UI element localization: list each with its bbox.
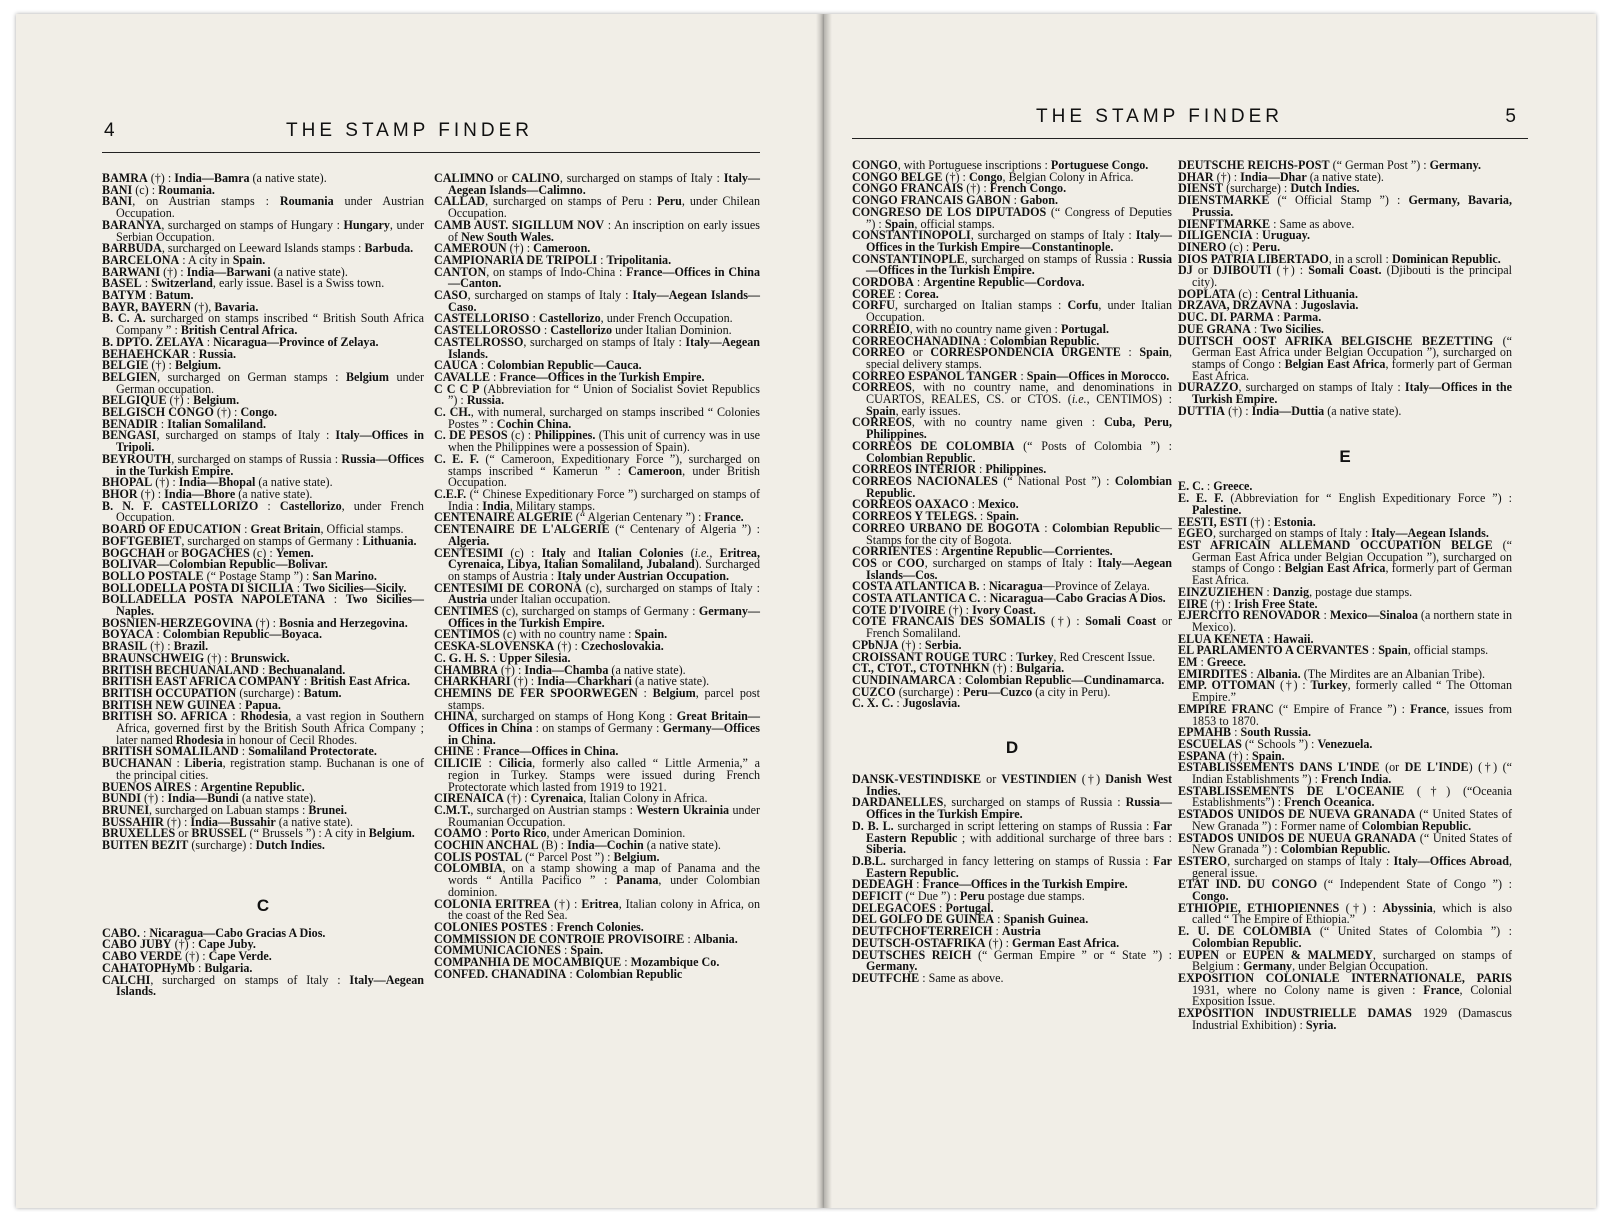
index-entry: BARCELONA : A city in Spain.	[102, 252, 266, 267]
index-entry: DUITSCH OOST AFRIKA BELGISCHE BEZETTING (“ German East Africa under Belgian Occupation ”), surcharged on stamps of Congo : Belgian East Africa, formerly part of German East Africa.	[1178, 333, 1512, 383]
index-entry: CILICIE : Cilicia, formerly also called “ Little Armenia,” a region in Turkey. Stamps were issued during French Protectorate which lasted from 1919 to 1921.	[434, 756, 760, 794]
index-entry: DEUTSCH-OSTAFRIKA (†) : German East Africa.	[852, 935, 1120, 950]
index-entry: COMMUNICACIONES : Spain.	[434, 943, 604, 958]
index-entry: C C C P (Abbreviation for “ Union of Socialist Soviet Republics ”) : Russia.	[434, 381, 760, 408]
index-entry: CASTELROSSO, surcharged on stamps of Italy : Italy—Aegean Islands.	[434, 334, 760, 361]
index-entry: B. DPTO. ZELAYA : Nicaragua—Province of Zelaya.	[102, 334, 379, 349]
index-entry: E. U. DE COLOMBIA (“ United States of Colombia ”) : Colombian Republic.	[1178, 924, 1512, 950]
index-entry: BANI, on Austrian stamps : Roumania under Austrian Occupation.	[102, 194, 424, 221]
index-entry: EXPOSITION COLONIALE INTERNATIONALE, PARIS 1931, where no Colony name is given : France, Colonial Exposition Issue.	[1178, 971, 1512, 1009]
index-entry: C.M.T., surcharged on Austrian stamps : Western Ukrainia under Roumanian Occupation.	[434, 802, 760, 829]
index-entry: EMPIRE FRANC (“ Empire of France ”) : France, issues from 1853 to 1870.	[1178, 701, 1512, 728]
index-entry: CENTIMOS (c) with no country name : Spain.	[434, 627, 668, 642]
index-entry: CONSTANTINOPLE, surcharged on stamps of Russia : Russia—Offices in the Turkish Empire.	[852, 251, 1172, 278]
index-entry: CAVALLE : France—Offices in the Turkish Empire.	[434, 369, 705, 384]
index-entry: COLONIES POSTES : French Colonies.	[434, 920, 644, 934]
index-entry: CONGO, with Portuguese inscriptions : Portuguese Congo.	[852, 158, 1149, 172]
index-entry: EMP. OTTOMAN (†) : Turkey, formerly called “ The Ottoman Empire.”	[1178, 678, 1512, 705]
index-entry: BUNDI (†) : India—Bundi (a native state).	[102, 791, 317, 806]
index-entry: CABO. : Nicaragua—Cabo Gracias A Dios.	[102, 925, 326, 940]
right-header-rule	[852, 138, 1528, 139]
index-entry: DUC. DI. PARMA : Parma.	[1178, 310, 1322, 325]
entry-list	[852, 774, 1172, 985]
index-entry: BATYM : Batum.	[102, 288, 194, 303]
index-entry: ESCUELAS (“ Schools ”) : Venezuela.	[1178, 736, 1373, 751]
index-entry: EGEO, surcharged on stamps of Italy : Italy—Aegean Islands.	[1178, 526, 1489, 541]
index-entry: BOSNIEN-HERZEGOVINA (†) : Bosnia and Herzegovina.	[102, 615, 408, 630]
index-entry: DEUTFCHOFTERREICH : Austria	[852, 924, 1041, 939]
index-entry: CAUCA : Colombian Republic—Cauca.	[434, 358, 642, 373]
index-entry: CAMEROUN (†) : Cameroon.	[434, 241, 591, 256]
entry-list	[1178, 160, 1512, 417]
index-entry: CALCHI, surcharged on stamps of Italy : Italy—Aegean Islands.	[102, 972, 424, 999]
index-entry: CORREOS INTERIOR : Philippines.	[852, 462, 1047, 477]
index-entry: CHINA, surcharged on stamps of Hong Kong : Great Britain—Offices in China : on stamps of Germany : Germany—Offices in China.	[434, 709, 760, 747]
index-entry: BARANYA, surcharged on stamps of Hungary : Hungary, under Serbian Occupation.	[102, 217, 424, 244]
index-entry: C. DE PESOS (c) : Philippines. (This unit of currency was in use when the Philippines were a possession of Spain).	[434, 428, 761, 455]
index-entry: BRUXELLES or BRUSSEL (“ Brussels ”) : A city in Belgium.	[102, 826, 415, 841]
index-entry: ELUA KENETA : Hawaii.	[1178, 631, 1314, 646]
index-entry: CESKA-SLOVENSKA (†) : Czechoslovakia.	[434, 639, 664, 654]
index-entry: CPbNJA (†) : Serbia.	[852, 637, 962, 652]
entry-list	[852, 160, 1172, 710]
index-entry: CORRIENTES : Argentine Republic—Corrientes.	[852, 544, 1113, 559]
index-entry: BEHAEHCKAR : Russia.	[102, 346, 237, 361]
index-entry: ETAT IND. DU CONGO (“ Independent State of Congo ”) : Congo.	[1178, 877, 1512, 904]
index-entry: COTE FRANCAIS DES SOMALIS (†) : Somali Coast or French Somaliland.	[852, 614, 1173, 641]
index-entry: DIENFTMARKE : Same as above.	[1178, 216, 1355, 231]
index-entry: DEDEAGH : France—Offices in the Turkish Empire.	[852, 877, 1128, 892]
left-page-header	[16, 120, 824, 150]
index-entry: COLIS POSTAL (“ Parcel Post ”) : Belgium.	[434, 849, 660, 864]
index-entry: COLOMBIA, on a stamp showing a map of Panama and the words “ Antilla Pacifico ” : Panama, under Colombian dominion.	[434, 861, 761, 899]
index-entry: COLONIA ERITREA (†) : Eritrea, Italian colony in Africa, on the coast of the Red Sea.	[434, 896, 760, 923]
index-entry: CENTIMES (c), surcharged on stamps of Germany : Germany—Offices in the Turkish Empire.	[434, 604, 760, 630]
index-entry: C. CH., with numeral, surcharged on stamps inscribed “ Colonies Postes ” : Cochin China.	[434, 405, 760, 431]
index-entry: BRITISH EAST AFRICA COMPANY : British East Africa.	[102, 674, 410, 689]
index-entry: BUITEN BEZIT (surcharge) : Dutch Indies.	[102, 838, 325, 853]
section-letter-c: C	[256, 895, 270, 915]
index-entry: CORREO ESPANOL TANGER : Spain—Offices in Morocco.	[852, 368, 1170, 383]
index-entry: DEL GOLFO DE GUINEA : Spanish Guinea.	[852, 912, 1089, 927]
index-entry: BUCHANAN : Liberia, registration stamp. Buchanan is one of the principal cities.	[102, 756, 424, 782]
index-entry: ETHIOPIE, ETHIOPIENNES (†) : Abyssinia, which is also called “ The Empire of Ethiopia.”	[1178, 900, 1512, 927]
index-entry: CENTENAIRE DE L'ALGERIE (“ Centenary of Algeria ”) : Algeria.	[434, 522, 760, 548]
index-entry: CANTON, on stamps of Indo-China : France—Offices in China—Canton.	[434, 264, 760, 291]
index-entry: BEYROUTH, surcharged on stamps of Russia : Russia—Offices in the Turkish Empire.	[102, 451, 424, 478]
index-entry: BRITISH SOMALILAND : Somaliland Protectorate.	[102, 744, 377, 759]
index-entry: BRITISH SO. AFRICA : Rhodesia, a vast region in Southern Africa, governed first by the British South Africa Company ; later named Rhodesia in honour of Cecil Rhodes.	[102, 709, 424, 747]
index-entry: CORREOS, with no country name, and denominations in CUARTOS, REALES, CS. or CTOS. (i.e., CENTIMOS) : Spain, early issues.	[852, 380, 1172, 418]
index-entry: DELEGACOES : Portugal.	[852, 900, 994, 915]
index-entry: B. N. F. CASTELLORIZO : Castellorizo, under French Occupation.	[102, 498, 424, 525]
entry-list	[102, 925, 424, 999]
index-entry: COMMISSION DE CONTROIE PROVISOIRE : Albania.	[434, 931, 738, 946]
index-entry: BRITISH NEW GUINEA : Papua.	[102, 697, 281, 712]
left-page-number: 4	[104, 120, 115, 141]
index-entry: CORREOS, with no country name given : Cuba, Peru, Philippines.	[852, 415, 1172, 442]
index-entry: CENTESIMI DE CORONA (c), surcharged on stamps of Italy : Austria under Italian occupation.	[434, 580, 760, 607]
index-entry: COTE D'IVOIRE (†) : Ivory Coast.	[852, 602, 1036, 617]
index-entry: COCHIN ANCHAL (B) : India—Cochin (a native state).	[434, 838, 721, 853]
index-entry: CALIMNO or CALINO, surcharged on stamps of Italy : Italy—Aegean Islands—Calimno.	[434, 171, 760, 197]
right-page-header	[824, 106, 1596, 136]
right-page-title: THE STAMP FINDER	[1036, 106, 1283, 127]
index-entry: BOFTGEBIET, surcharged on stamps of Germany : Lithuania.	[102, 533, 417, 548]
index-entry: BOLIVAR—Colombian Republic—Bolivar.	[102, 557, 328, 572]
right-page-number: 5	[1505, 106, 1516, 127]
index-entry: COSTA ATLANTICA C. : Nicaragua—Cabo Gracias A Dios.	[852, 591, 1166, 606]
index-entry: DIOS PATRIA LIBERTADO, in a scroll : Dominican Republic.	[1178, 251, 1501, 266]
index-entry: DRZAVA, DRZAVNA : Jugoslavia.	[1178, 298, 1359, 313]
index-entry: BAYR, BAYERN (†), Bavaria.	[102, 299, 259, 314]
index-entry: CONSTANTINOPOLI, surcharged on stamps of Italy : Italy—Offices in the Turkish Empire—Constantinople.	[852, 228, 1172, 254]
index-entry: DEUTFCHE : Same as above.	[852, 971, 1004, 985]
index-entry: CORREOS NACIONALES (“ National Post ”) : Colombian Republic.	[852, 473, 1172, 500]
index-entry: BANI (c) : Roumania.	[102, 182, 215, 197]
index-entry: DEUTSCHES REICH (“ German Empire ” or “ State ”) : Germany.	[852, 947, 1172, 974]
index-entry: C. E. F. (“ Cameroon, Expeditionary Force ”), surcharged on stamps inscribed “ Kamerun ” : Cameroon, under British Occupation.	[434, 451, 760, 490]
index-entry: COAMO : Porto Rico, under American Dominion.	[434, 826, 686, 841]
index-entry: EUPEN or EUPEN & MALMEDY, surcharged on stamps of Belgium : Germany, under Belgian Occupation.	[1178, 947, 1512, 974]
left-column-1	[102, 173, 424, 998]
index-entry: COREE : Corea.	[852, 286, 939, 301]
index-entry: CONGO BELGE (†) : Congo, Belgian Colony in Africa.	[852, 169, 1134, 184]
index-entry: DIENSTMARKE (“ Official Stamp ”) : Germany, Bavaria, Prussia.	[1178, 193, 1512, 219]
index-entry: BHOPAL (†) : India—Bhopal (a native state).	[102, 475, 333, 490]
index-entry: BUENOS AIRES : Argentine Republic.	[102, 779, 305, 794]
index-entry: ESTADOS UNIDOS DE NUEUA GRANADA (“ United States of New Granada ”) : Colombian Republic.	[1178, 830, 1512, 857]
left-page	[16, 14, 824, 1208]
index-entry: BELGIQUE (†) : Belgium.	[102, 393, 240, 408]
index-entry: BRASIL (†) : Brazil.	[102, 639, 209, 654]
index-entry: CONGO FRANCAIS (†) : French Congo.	[852, 181, 1067, 196]
right-page	[824, 14, 1596, 1208]
index-entry: BRUNEI, surcharged on Labuan stamps : Brunei.	[102, 802, 347, 817]
right-column-2	[1178, 160, 1512, 1032]
index-entry: BOGCHAH or BOGACHES (c) : Yemen.	[102, 545, 314, 560]
index-entry: BENADIR : Italian Somaliland.	[102, 416, 266, 431]
index-entry: BRITISH BECHUANALAND : Bechuanaland.	[102, 662, 346, 677]
index-entry: EPMAHB : South Russia.	[1178, 725, 1312, 740]
index-entry: EIRE (†) : Irish Free State.	[1178, 596, 1318, 611]
left-page-title: THE STAMP FINDER	[286, 120, 533, 141]
index-entry: DEFICIT (“ Due ”) : Peru postage due stamps.	[852, 889, 1085, 904]
index-entry: BOARD OF EDUCATION : Great Britain, Official stamps.	[102, 522, 404, 537]
index-entry: CORREO or CORRESPONDENCIA URGENTE : Spain, special delivery stamps.	[852, 345, 1172, 371]
index-entry: CORREO URBANO DE BOGOTA : Colombian Republic—Stamps for the city of Bogota.	[852, 520, 1172, 547]
index-entry: ESTADOS UNIDOS DE NUEVA GRANADA (“ United States of New Granada ”) : Former name of Colombian Republic.	[1178, 807, 1512, 833]
index-entry: CHARKHARI (†) : India—Charkhari (a native state).	[434, 674, 710, 689]
index-entry: DANSK-VESTINDISKE or VESTINDIEN (†) Danish West Indies.	[852, 772, 1172, 798]
index-entry: EL PARLAMENTO A CERVANTES : Spain, official stamps.	[1178, 643, 1489, 658]
index-entry: CALLAD, surcharged on stamps of Peru : Peru, under Chilean Occupation.	[434, 194, 760, 221]
index-entry: BOYACA : Colombian Republic—Boyaca.	[102, 627, 322, 642]
index-entry: CORREOS OAXACO : Mexico.	[852, 497, 1019, 512]
index-entry: C. X. C. : Jugoslavia.	[852, 696, 961, 711]
index-entry: CORFU, surcharged on Italian stamps : Corfu, under Italian Occupation.	[852, 298, 1173, 325]
index-entry: CENTENAIRE ALGERIE (“ Algerian Centenary ”) : France.	[434, 510, 744, 525]
section-letter-e: E	[1339, 447, 1351, 467]
index-entry: COS or COO, surcharged on stamps of Italy : Italy—Aegean Islands—Cos.	[852, 555, 1172, 582]
index-entry: D.B.L. surcharged in fancy lettering on stamps of Russia : Far Eastern Republic.	[852, 853, 1172, 880]
index-entry: E. E. F. (Abbreviation for “ English Expeditionary Force ”) : Palestine.	[1178, 491, 1512, 517]
index-entry: CASTELLOROSSO : Castellorizo under Italian Dominion.	[434, 323, 732, 338]
index-entry: C. G. H. S. : Upper Silesia.	[434, 650, 571, 665]
index-entry: CONFED. CHANADINA : Colombian Republic	[434, 966, 683, 981]
index-entry: CAMPIONARIA DE TRIPOLI : Tripolitania.	[434, 252, 672, 267]
index-entry: CORREIO, with no country name given : Portugal.	[852, 321, 1109, 336]
index-entry: BOLLADELLA POSTA NAPOLETANA : Two Sicilies—Naples.	[102, 592, 424, 619]
index-entry: EJERCITO RENOVADOR : Mexico—Sinaloa (a northern state in Mexico).	[1178, 608, 1513, 634]
index-entry: ESTABLISSEMENTS DANS L'INDE (or DE L'INDE) (†) (“ Indian Establishments ”) : French India.	[1178, 760, 1513, 787]
index-entry: BARBUDA, surcharged on Leeward Islands stamps : Barbuda.	[102, 241, 414, 256]
index-entry: B. C. A. surcharged on stamps inscribed “ British South Africa Company ” : British Central Africa.	[102, 311, 425, 338]
index-entry: BUSSAHIR (†) : India—Bussahir (a native state).	[102, 814, 353, 829]
index-entry: BASEL : Switzerland, early issue. Basel is a Swiss town.	[102, 276, 385, 291]
index-entry: DINERO (c) : Peru.	[1178, 239, 1281, 254]
index-entry: CHINE : France—Offices in China.	[434, 744, 619, 759]
index-entry: DILIGENCIA : Uruguay.	[1178, 228, 1311, 243]
index-entry: CORREOS DE COLOMBIA (“ Posts of Colombia ”) : Colombian Republic.	[852, 438, 1172, 465]
index-entry: EM : Greece.	[1178, 655, 1246, 670]
entry-list	[102, 173, 424, 852]
index-entry: CONGO FRANCAIS GABON : Gabon.	[852, 193, 1058, 208]
index-entry: DUE GRANA : Two Sicilies.	[1178, 321, 1324, 336]
index-entry: EMIRDITES : Albania. (The Mirdites are an Albanian Tribe).	[1178, 666, 1486, 681]
index-entry: CIRENAICA (†) : Cyrenaica, Italian Colony in Africa.	[434, 791, 708, 806]
index-entry: BRAUNSCHWEIG (†) : Brunswick.	[102, 650, 290, 665]
index-entry: CASO, surcharged on stamps of Italy : Italy—Aegean Islands—Caso.	[434, 288, 760, 314]
index-entry: BOLLODELLA POSTA DI SICILIA : Two Sicilies—Sicily.	[102, 580, 407, 595]
index-entry: CUNDINAMARCA : Colombian Republic—Cundinamarca.	[852, 672, 1165, 687]
index-entry: DJ or DJIBOUTI (†) : Somali Coast. (Djibouti is the principal city).	[1178, 263, 1512, 290]
index-entry: ESTERO, surcharged on stamps of Italy : Italy—Offices Abroad, general issue.	[1178, 853, 1512, 880]
index-entry: BHOR (†) : India—Bhore (a native state).	[102, 486, 313, 501]
index-entry: EESTI, ESTI (†) : Estonia.	[1178, 514, 1316, 529]
index-entry: CABO JUBY (†) : Cape Juby.	[102, 937, 256, 952]
index-entry: CUZCO (surcharge) : Peru—Cuzco (a city in Peru).	[852, 684, 1111, 699]
left-column-2	[434, 173, 760, 981]
index-entry: CONGRESO DE LOS DIPUTADOS (“ Congress of Deputies ”) : Spain, official stamps.	[852, 204, 1172, 231]
index-entry: BELGIE (†) : Belgium.	[102, 358, 221, 373]
index-entry: E. C. : Greece.	[1178, 479, 1253, 494]
index-entry: DOPLATA (c) : Central Lithuania.	[1178, 286, 1358, 301]
index-entry: DHAR (†) : India—Dhar (a native state).	[1178, 169, 1384, 184]
index-entry: DURAZZO, surcharged on stamps of Italy : Italy—Offices in the Turkish Empire.	[1178, 380, 1512, 407]
index-entry: CT., CTOT., CTOTNHKN (†) : Bulgaria.	[852, 661, 1065, 676]
index-entry: EXPOSITION INDUSTRIELLE DAMAS 1929 (Damascus Industrial Exhibition) : Syria.	[1178, 1006, 1512, 1032]
index-entry: ESPANA (†) : Spain.	[1178, 748, 1285, 763]
index-entry: BELGISCH CONGO (†) : Congo.	[102, 405, 278, 420]
index-entry: CAHATOPHyMb : Bulgaria.	[102, 960, 253, 975]
index-entry: BARWANI (†) : India—Barwani (a native state).	[102, 264, 348, 279]
index-entry: C.E.F. (“ Chinese Expeditionary Force ”) surcharged on stamps of India : India, Military stamps.	[434, 486, 760, 513]
index-entry: DUTTIA (†) : India—Duttia (a native state).	[1178, 403, 1402, 418]
index-entry: CORREOCHANADINA : Colombian Republic.	[852, 333, 1100, 348]
entry-list	[434, 173, 760, 981]
index-entry: BENGASI, surcharged on stamps of Italy : Italy—Offices in Tripoli.	[102, 428, 424, 455]
index-entry: CHEMINS DE FER SPOORWEGEN : Belgium, parcel post stamps.	[434, 685, 760, 712]
index-entry: CHAMBRA (†) : India—Chamba (a native state).	[434, 662, 686, 677]
index-entry: D. B. L. surcharged in script lettering on stamps of Russia : Far Eastern Republic ; with additional surcharge of three bars : Siberia.	[852, 818, 1172, 857]
index-entry: DIENST (surcharge) : Dutch Indies.	[1178, 181, 1360, 196]
index-entry: CAMB AUST. SIGILLUM NOV : An inscription on early issues of New South Wales.	[434, 217, 760, 244]
left-header-rule	[102, 152, 760, 153]
right-column-1	[852, 160, 1172, 985]
index-entry: EINZUZIEHEN : Danzig, postage due stamps.	[1178, 584, 1413, 599]
index-entry: CORREOS Y TELEGS. : Spain.	[852, 509, 1019, 524]
index-entry: CORDOBA : Argentine Republic—Cordova.	[852, 275, 1085, 290]
index-entry: CASTELLORISO : Castellorizo, under French Occupation.	[434, 311, 733, 326]
index-entry: COMPANHIA DE MOCAMBIQUE : Mozambique Co.	[434, 955, 720, 970]
index-entry: CENTESIMI (c) : Italy and Italian Colonies (i.e., Eritrea, Cyrenaica, Libya, Italian Somaliland, Jubaland). Surcharged on stamps of Austria : Italy under Austrian Occupation.	[434, 545, 761, 583]
index-entry: COSTA ATLANTICA B. : Nicaragua—Province of Zelaya.	[852, 579, 1150, 594]
index-entry: EST AFRICAIN ALLEMAND OCCUPATION BELGE (“ German East Africa under Belgian Occupation ”), surcharged on stamps of Congo : Belgian East Africa, formerly part of German East Africa.	[1178, 537, 1513, 588]
index-entry: BOLLO POSTALE (“ Postage Stamp ”) : San Marino.	[102, 568, 377, 583]
book-gutter	[816, 14, 832, 1208]
index-entry: DEUTSCHE REICHS-POST (“ German Post ”) : Germany.	[1178, 158, 1482, 172]
index-entry: DARDANELLES, surcharged on stamps of Russia : Russia—Offices in the Turkish Empire.	[852, 795, 1172, 822]
section-letter-d: D	[1005, 738, 1019, 758]
index-entry: CABO VERDE (†) : Cape Verde.	[102, 949, 272, 964]
index-entry: ESTABLISSEMENTS DE L'OCEANIE (†) (“Oceania Establishments”) : French Oceanica.	[1178, 783, 1513, 810]
entry-list	[1178, 481, 1512, 1031]
index-entry: CROISSANT ROUGE TURC : Turkey, Red Crescent Issue.	[852, 649, 1156, 664]
index-entry: BRITISH OCCUPATION (surcharge) : Batum.	[102, 685, 342, 700]
index-entry: BAMRA (†) : India—Bamra (a native state).	[102, 171, 327, 185]
index-entry: BELGIEN, surcharged on German stamps : Belgium under German occupation.	[102, 369, 424, 396]
